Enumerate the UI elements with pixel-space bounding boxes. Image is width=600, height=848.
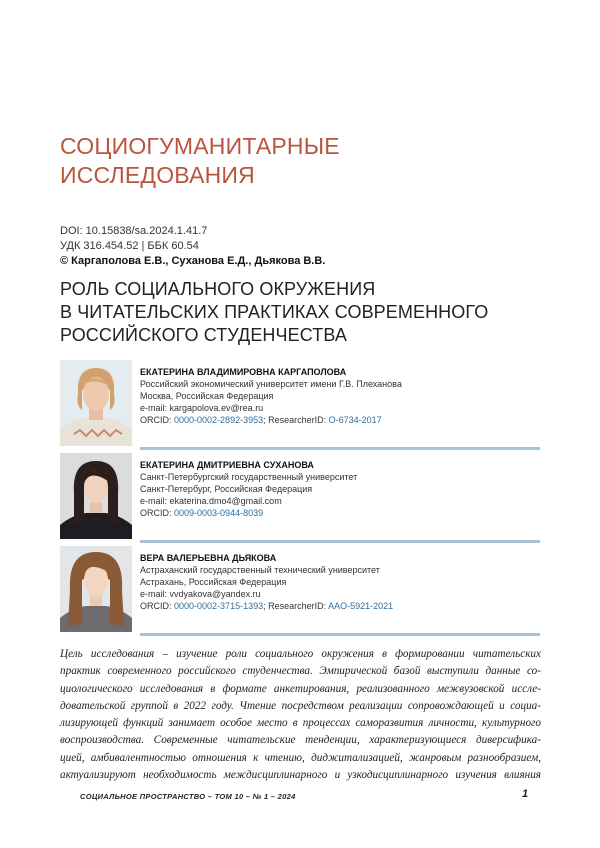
article-title-line: В ЧИТАТЕЛЬСКИХ ПРАКТИКАХ СОВРЕМЕННОГО bbox=[60, 302, 489, 322]
abstract-line: довательской группой в 2022 году. Чтение посредством реализации сопровождающей и социа- bbox=[60, 699, 541, 712]
author-photo bbox=[60, 360, 132, 446]
doi[interactable]: DOI: 10.15838/sa.2024.1.41.7 bbox=[60, 225, 208, 237]
abstract-line: практик современного российского студенчества. Эмпирической базой выступили данные со- bbox=[60, 665, 541, 678]
section-heading bbox=[60, 132, 340, 190]
author-city: Санкт-Петербург, Российская Федерация bbox=[140, 484, 313, 494]
author-city: Москва, Российская Федерация bbox=[140, 391, 274, 401]
author-name: ВЕРА ВАЛЕРЬЕВНА ДЬЯКОВА bbox=[140, 553, 277, 563]
author-name: ЕКАТЕРИНА ДМИТРИЕВНА СУХАНОВА bbox=[140, 460, 314, 470]
article-meta bbox=[60, 224, 325, 269]
abstract-line: воспроизводства. Современные читательские тенденции, характеризующиеся диверсифика- bbox=[60, 734, 541, 747]
divider bbox=[140, 540, 540, 543]
article-title bbox=[60, 278, 488, 347]
article-title-line: РОССИЙСКОГО СТУДЕНЧЕСТВА bbox=[60, 325, 347, 345]
author-info bbox=[140, 552, 540, 612]
copyright: © Каргаполова Е.В., Суханова Е.Д., Дьякова В.В. bbox=[60, 255, 326, 267]
author-photo bbox=[60, 546, 132, 632]
abstract-line: актуализируют необходимость междисциплинарного и узкодисциплинарного изучения влияния bbox=[60, 769, 541, 782]
researcherid-label: ; ResearcherID: bbox=[263, 601, 329, 611]
author-city: Астрахань, Российская Федерация bbox=[140, 577, 287, 587]
author-affiliation: Российский экономический университет имени Г.В. Плеханова bbox=[140, 379, 402, 389]
author-ids bbox=[140, 414, 540, 426]
author-email[interactable]: e-mail: vvdyakova@yandex.ru bbox=[140, 589, 261, 599]
abstract-line: циологического исследования в формате анкетирования, реализованного межвузовской иссле- bbox=[60, 682, 541, 695]
orcid-link[interactable]: 0009-0003-0944-8039 bbox=[174, 508, 264, 518]
author-info bbox=[140, 459, 540, 519]
author-card bbox=[60, 360, 540, 448]
orcid-link[interactable]: 0000-0002-3715-1393 bbox=[174, 601, 264, 611]
author-info bbox=[140, 366, 540, 426]
orcid-link[interactable]: 0000-0002-2892-3953 bbox=[174, 415, 264, 425]
author-ids bbox=[140, 600, 540, 612]
abstract-line: лизирующей функций занимает особое место в процессах саморазвития личности, культурного bbox=[60, 717, 541, 730]
page-number: 1 bbox=[522, 788, 529, 800]
section-heading-line: СОЦИОГУМАНИТАРНЫЕ bbox=[60, 133, 340, 159]
author-photo bbox=[60, 453, 132, 539]
researcherid-link[interactable]: AAO-5921-2021 bbox=[328, 601, 394, 611]
author-email[interactable]: e-mail: kargapolova.ev@rea.ru bbox=[140, 403, 264, 413]
orcid-label: ORCID: bbox=[140, 601, 175, 611]
divider bbox=[140, 447, 540, 450]
abstract bbox=[60, 646, 541, 784]
orcid-label: ORCID: bbox=[140, 508, 175, 518]
researcherid-label: ; ResearcherID: bbox=[263, 415, 329, 425]
author-card bbox=[60, 453, 540, 541]
divider bbox=[140, 633, 540, 636]
author-affiliation: Санкт-Петербургский государственный университет bbox=[140, 472, 358, 482]
author-email[interactable]: e-mail: ekaterina.dmo4@gmail.com bbox=[140, 496, 282, 506]
journal-footer: СОЦИАЛЬНОЕ ПРОСТРАНСТВО – ТОМ 10 – № 1 – 2024 bbox=[80, 792, 296, 801]
abstract-line: цией, амбивалентностью отношения к чтению, диджитализацией, жанровым разнообразием, bbox=[60, 751, 541, 764]
author-card bbox=[60, 546, 540, 634]
section-heading-line: ИССЛЕДОВАНИЯ bbox=[60, 162, 255, 188]
abstract-line: Цель исследования – изучение роли социального окружения в формировании читательских bbox=[60, 648, 541, 660]
author-affiliation: Астраханский государственный технический университет bbox=[140, 565, 380, 575]
orcid-label: ORCID: bbox=[140, 415, 175, 425]
author-name: ЕКАТЕРИНА ВЛАДИМИРОВНА КАРГАПОЛОВА bbox=[140, 367, 347, 377]
researcherid-link[interactable]: O-6734-2017 bbox=[328, 415, 382, 425]
udk: УДК 316.454.52 | ББК 60.54 bbox=[60, 240, 199, 252]
author-ids bbox=[140, 507, 540, 519]
article-title-line: РОЛЬ СОЦИАЛЬНОГО ОКРУЖЕНИЯ bbox=[60, 279, 376, 299]
